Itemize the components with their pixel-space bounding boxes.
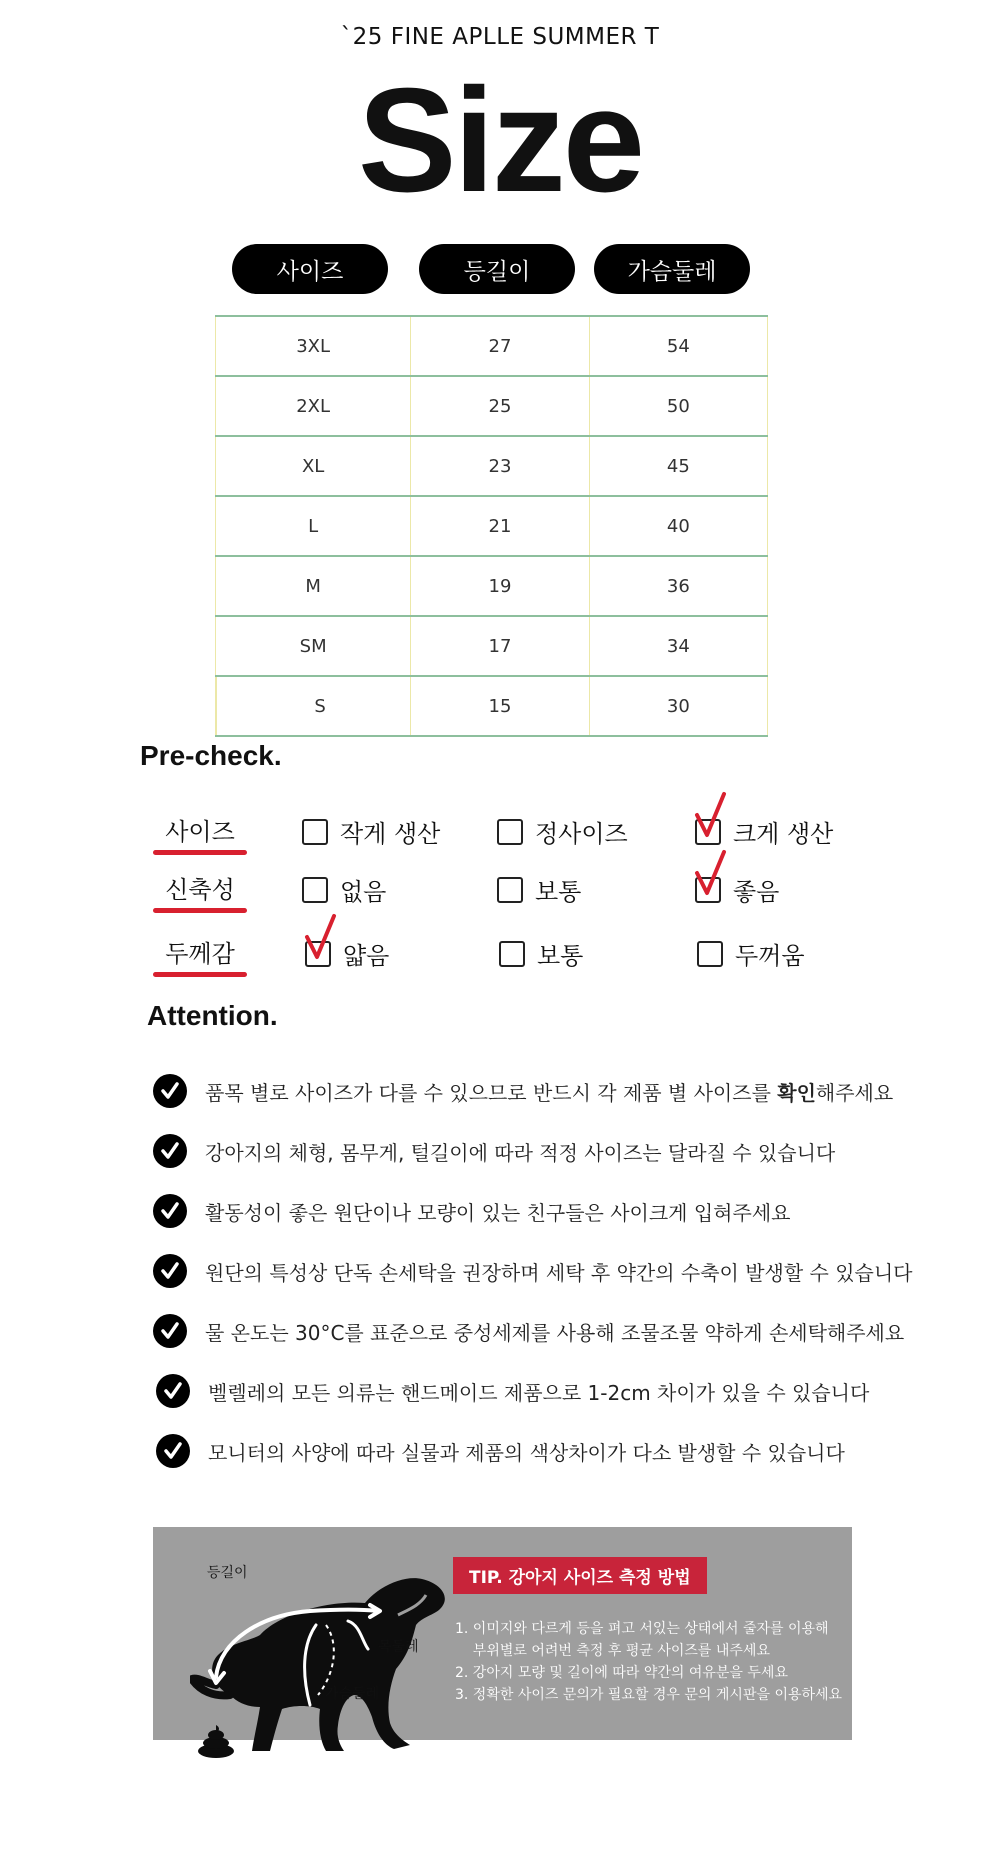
precheck-label-text: 두께감 bbox=[165, 940, 235, 968]
attention-item bbox=[156, 1434, 845, 1468]
red-checkmark-icon bbox=[691, 791, 731, 843]
table-row bbox=[215, 555, 768, 615]
check-circle-icon bbox=[153, 1074, 187, 1108]
table-cell: XL bbox=[215, 437, 410, 495]
option-label: 보통 bbox=[537, 942, 584, 970]
table-row bbox=[215, 435, 768, 495]
check-circle-icon bbox=[156, 1434, 190, 1468]
precheck-label-text: 사이즈 bbox=[165, 818, 235, 846]
diagram-label-chest: 가슴둘레 bbox=[325, 1686, 380, 1702]
option-label: 좋음 bbox=[733, 878, 780, 906]
option-label: 작게 생산 bbox=[340, 820, 441, 848]
table-row bbox=[215, 675, 768, 737]
attention-item bbox=[153, 1254, 913, 1288]
precheck-row-thickness bbox=[145, 934, 905, 974]
tip-line: 1. 이미지와 다르게 등을 펴고 서있는 상태에서 줄자를 이용해 bbox=[455, 1621, 829, 1637]
tip-line: 2. 강아지 모량 및 길이에 따라 약간의 여유분을 두세요 bbox=[455, 1665, 788, 1681]
table-cell: 3XL bbox=[215, 317, 410, 375]
red-underline bbox=[153, 908, 247, 913]
table-cell: 30 bbox=[589, 677, 768, 735]
check-circle-icon bbox=[153, 1134, 187, 1168]
precheck-label-text: 신축성 bbox=[165, 876, 235, 904]
table-cell: 17 bbox=[410, 617, 588, 675]
table-cell: 19 bbox=[410, 557, 588, 615]
attention-text: 벨렐레의 모든 의류는 핸드메이드 제품으로 1-2cm 차이가 있을 수 있습니다 bbox=[208, 1380, 870, 1405]
attention-item bbox=[156, 1374, 869, 1408]
checkbox-icon[interactable] bbox=[302, 877, 328, 903]
checkbox-icon[interactable] bbox=[697, 941, 723, 967]
red-checkmark-icon bbox=[691, 849, 731, 901]
attention-item bbox=[153, 1134, 835, 1168]
attention-heading: Attention. bbox=[147, 1000, 278, 1031]
table-cell: 50 bbox=[589, 377, 768, 435]
table-cell bbox=[215, 677, 410, 735]
option-normal[interactable] bbox=[497, 872, 581, 907]
table-cell: 45 bbox=[589, 437, 768, 495]
column-header-size: 사이즈 bbox=[232, 244, 388, 294]
table-cell: 27 bbox=[410, 317, 588, 375]
table-cell: 25 bbox=[410, 377, 588, 435]
option-none[interactable] bbox=[302, 872, 386, 907]
option-thick[interactable] bbox=[697, 936, 805, 971]
table-row bbox=[215, 495, 768, 555]
diagram-label-neck: 목둘레 bbox=[378, 1639, 419, 1655]
table-cell: 23 bbox=[410, 437, 588, 495]
precheck-label bbox=[145, 870, 255, 905]
table-cell: 36 bbox=[589, 557, 768, 615]
table-cell: 2XL bbox=[215, 377, 410, 435]
checkbox-icon[interactable] bbox=[305, 941, 331, 967]
check-circle-icon bbox=[156, 1374, 190, 1408]
table-cell: SM bbox=[215, 617, 410, 675]
red-checkmark-icon bbox=[301, 913, 341, 965]
check-circle-icon bbox=[153, 1314, 187, 1348]
check-circle-icon bbox=[153, 1194, 187, 1228]
attention-text: 활동성이 좋은 원단이나 모량이 있는 친구들은 사이크게 입혀주세요 bbox=[205, 1200, 791, 1225]
table-row bbox=[215, 315, 768, 375]
table-cell-text: S bbox=[314, 695, 326, 717]
checkbox-icon[interactable] bbox=[302, 819, 328, 845]
precheck-label bbox=[145, 812, 255, 847]
diagram-label-back: 등길이 bbox=[207, 1565, 248, 1581]
precheck-row-stretch bbox=[145, 870, 905, 910]
red-underline bbox=[153, 972, 247, 977]
attention-item bbox=[153, 1074, 893, 1108]
attention-item bbox=[153, 1194, 790, 1228]
attention-item bbox=[153, 1314, 904, 1348]
checkbox-icon[interactable] bbox=[499, 941, 525, 967]
table-cell: 40 bbox=[589, 497, 768, 555]
option-regular[interactable] bbox=[497, 814, 628, 849]
option-good[interactable] bbox=[695, 872, 779, 907]
attention-text: 품목 별로 사이즈가 다를 수 있으므로 반드시 각 제품 별 사이즈를 확인해주세요 bbox=[205, 1080, 894, 1105]
table-row bbox=[215, 375, 768, 435]
checkbox-icon[interactable] bbox=[695, 877, 721, 903]
table-cell: 34 bbox=[589, 617, 768, 675]
attention-text: 강아지의 체형, 몸무게, 털길이에 따라 적정 사이즈는 달라질 수 있습니다 bbox=[205, 1140, 836, 1165]
option-label: 크게 생산 bbox=[733, 820, 834, 848]
precheck-row-size bbox=[145, 812, 905, 852]
attention-text: 물 온도는 30°C를 표준으로 중성세제를 사용해 조물조물 약하게 손세탁해주세요 bbox=[205, 1320, 905, 1345]
option-large[interactable] bbox=[695, 814, 833, 849]
tip-line: 3. 정확한 사이즈 문의가 필요할 경우 문의 게시판을 이용하세요 bbox=[455, 1687, 843, 1703]
checkbox-icon[interactable] bbox=[695, 819, 721, 845]
column-header-chest: 가슴둘레 bbox=[594, 244, 750, 294]
tip-title: TIP. 강아지 사이즈 측정 방법 bbox=[453, 1557, 707, 1594]
option-label: 없음 bbox=[340, 878, 387, 906]
table-cell: 54 bbox=[589, 317, 768, 375]
product-subtitle: `25 FINE APLLE SUMMER T bbox=[340, 24, 660, 50]
page-title: Size bbox=[357, 58, 643, 223]
precheck-heading: Pre-check. bbox=[140, 740, 282, 771]
checkbox-icon[interactable] bbox=[497, 877, 523, 903]
column-header-back-length: 등길이 bbox=[419, 244, 575, 294]
option-normal[interactable] bbox=[499, 936, 583, 971]
attention-text: 원단의 특성상 단독 손세탁을 권장하며 세탁 후 약간의 수축이 발생할 수 있습니다 bbox=[205, 1260, 913, 1285]
attention-text: 모니터의 사양에 따라 실물과 제품의 색상차이가 다소 발생할 수 있습니다 bbox=[208, 1440, 845, 1465]
table-row bbox=[215, 615, 768, 675]
precheck-label bbox=[145, 934, 255, 969]
tip-instructions bbox=[455, 1618, 842, 1706]
option-label: 정사이즈 bbox=[535, 820, 628, 848]
table-cell: 15 bbox=[410, 677, 588, 735]
table-cell: 21 bbox=[410, 497, 588, 555]
tip-line: 부위별로 어려번 측정 후 평균 사이즈를 내주세요 bbox=[455, 1643, 770, 1659]
option-small[interactable] bbox=[302, 814, 440, 849]
option-thin[interactable] bbox=[305, 936, 389, 971]
check-circle-icon bbox=[153, 1254, 187, 1288]
red-underline bbox=[153, 850, 247, 855]
option-label: 두꺼움 bbox=[735, 942, 805, 970]
size-table bbox=[215, 315, 768, 737]
table-cell: L bbox=[215, 497, 410, 555]
table-cell: M bbox=[215, 557, 410, 615]
checkbox-icon[interactable] bbox=[497, 819, 523, 845]
option-label: 얇음 bbox=[343, 942, 390, 970]
option-label: 보통 bbox=[535, 878, 582, 906]
